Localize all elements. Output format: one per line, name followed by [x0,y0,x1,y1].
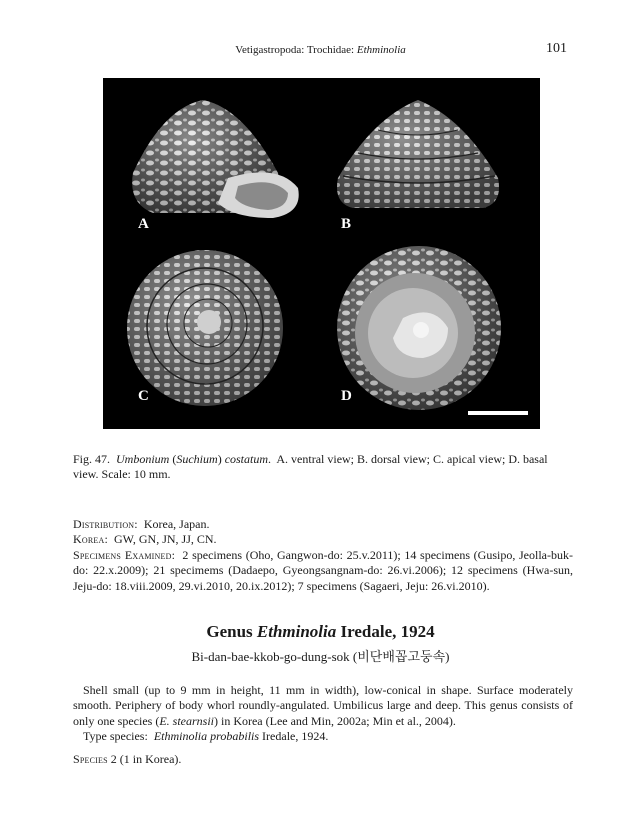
panel-label-c: C [138,388,149,404]
shell-photographs [103,78,540,429]
genus-title: Genus Ethminolia Iredale, 1924 [206,622,435,641]
genus-korean-name: Bi-dan-bae-kkob-go-dung-sok (비단배꼽고둥속) [191,649,450,664]
page-number: 101 [546,41,567,56]
panel-label-a: A [138,216,149,232]
shell-a-ventral [132,100,299,218]
specimens-line: Specimens Examined: 2 specimens (Oho, Gangwon-do: 25.v.2011); 14 specimens (Gusipo, Jeolla-buk-do: 22.x.2009); 21 specimems (Dadaepo, Gyeongsangnam-do: 26.vi.2006); 12 specimens (Hwa-sun, Jeju-do: 18.viii.2009, 29.vi.2010, 20.ix.2012); 7 specimens (Sagaeri, Jeju: 26.vi.2010). [73,547,573,593]
figure-plate [103,78,540,429]
species-count-line: Species 2 (1 in Korea). [73,752,182,766]
panel-label-d: D [341,388,352,404]
description-paragraph: Shell small (up to 9 mm in height, 11 mm in width), low-conical in shape. Surface moderately smooth. Periphery of body whorl roundly-angulated. Umbilicus large and deep. This genus consists of only one species (E. stearnsii) in Korea (Lee and Min, 2002a; Min et al., 2004). [73,683,573,728]
running-header: Vetigastropoda: Trochidae: Ethminolia [235,44,406,56]
korea-line: Korea: GW, GN, JN, JJ, CN. [73,532,217,547]
species-count [73,752,573,767]
figure-caption: Fig. 47. Umbonium (Suchium) costatum. A. ventral view; B. dorsal view; C. apical view; D. basal view. Scale: 10 mm. [73,452,548,481]
genus-description [73,683,573,745]
shell-c-apical [127,250,283,406]
shell-b-dorsal [337,100,499,208]
panel-label-b: B [341,216,352,232]
distribution-line: Distribution: Korea, Japan. [73,517,210,531]
distribution-section [73,517,573,594]
shell-d-basal [337,246,501,410]
type-species-line: Type species: Ethminolia probabilis Iredale, 1924. [83,729,329,744]
scale-bar [468,411,528,415]
